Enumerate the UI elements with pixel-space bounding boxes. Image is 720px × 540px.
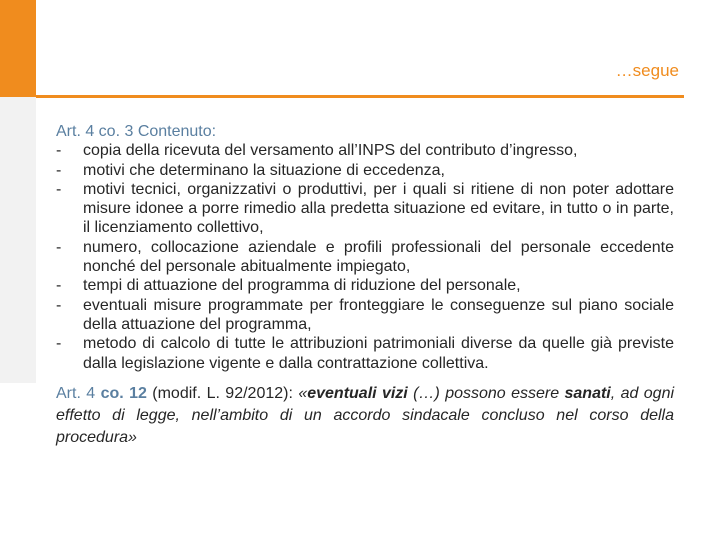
quote-bold-phrase: eventuali vizi xyxy=(307,384,408,402)
list-item xyxy=(56,238,674,277)
content-list xyxy=(56,141,674,373)
list-item-text: numero, collocazione aziendale e profili professionali del personale eccedente nonché del personale abitualmente impiegato, xyxy=(83,238,674,276)
header-divider xyxy=(36,95,684,98)
dash-bullet: - xyxy=(56,238,62,256)
dash-bullet: - xyxy=(56,142,62,160)
list-item-text: metodo di calcolo di tutte le attribuzioni patrimoniali diverse da quelle già previste dalla legislazione vigente e dalla contrattazione collettiva. xyxy=(83,335,674,372)
list-item xyxy=(56,276,674,295)
quote-rest: , ad ogni effetto di legge, nell’ambito di un accordo sindacale concluso nel corso della procedura» xyxy=(56,384,675,446)
continuation-label: …segue xyxy=(615,61,679,80)
quote-middle: (…) possono essere xyxy=(407,384,565,402)
list-item xyxy=(56,296,674,335)
section-title: Art. 4 co. 3 Contenuto: xyxy=(56,123,217,140)
co-reference: co. 12 xyxy=(100,384,147,402)
list-item xyxy=(56,334,674,373)
modif-note: (modif. L. 92/2012): xyxy=(146,384,299,402)
list-item xyxy=(56,141,674,160)
dash-bullet: - xyxy=(56,335,62,353)
dash-bullet: - xyxy=(56,161,62,179)
quote-open: « xyxy=(298,384,308,402)
accent-sidebar-top xyxy=(0,0,36,97)
list-item xyxy=(56,161,674,180)
list-item-text: motivi che determinano la situazione di eccedenza, xyxy=(83,161,445,179)
list-item-text: copia della ricevuta del versamento all’INPS del contributo d’ingresso, xyxy=(83,142,578,160)
list-item-text: tempi di attuazione del programma di riduzione del personale, xyxy=(83,277,521,295)
list-item xyxy=(56,180,674,238)
quote-bold-word: sanati xyxy=(564,384,611,402)
dash-bullet: - xyxy=(56,296,62,314)
dash-bullet: - xyxy=(56,180,62,198)
list-item-text: motivi tecnici, organizzativi o produttivi, per i quali si ritiene di non poter adottare misure idonee a porre rimedio alla predetta situazione ed evitare, in tutto o in parte, il licenziamento collettivo, xyxy=(83,180,674,237)
art-reference: Art. 4 xyxy=(56,384,101,402)
dash-bullet: - xyxy=(56,277,62,295)
list-item-text: eventuali misure programmate per fronteggiare le conseguenze sul piano sociale della attuazione del programma, xyxy=(83,296,674,333)
slide-content xyxy=(56,122,674,449)
sidebar-grey-panel xyxy=(0,97,36,383)
art12-paragraph xyxy=(56,383,674,449)
